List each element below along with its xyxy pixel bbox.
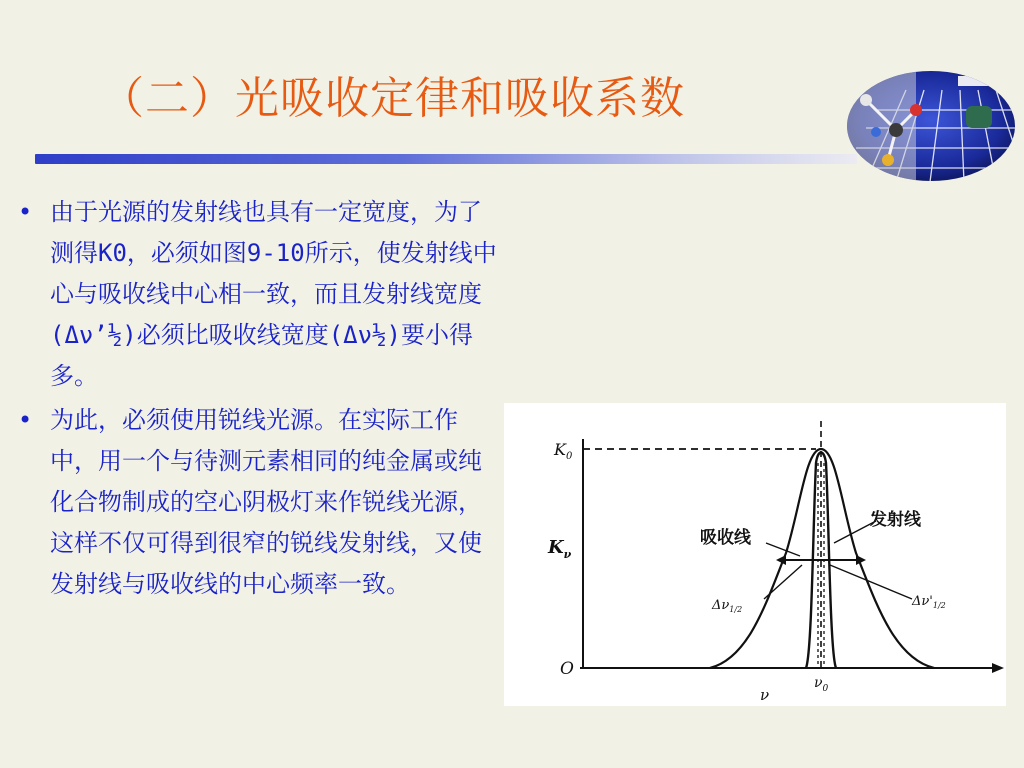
emission-width-label: $\Delta\nu'_{1/2}$ xyxy=(912,594,946,610)
line-profile-figure xyxy=(504,403,1006,706)
bullet-text: 由于光源的发射线也具有一定宽度，为了测得K0，必须如图9-10所示，使发射线中心与吸收线中心相一致，而且发射线宽度(Δν’½)必须比吸收线宽度(Δν½)要小得多。 xyxy=(50,198,497,390)
x-center-label: $\nu_0$ xyxy=(814,675,829,694)
bullet-item xyxy=(14,400,504,605)
bullet-dot: • xyxy=(18,406,33,434)
absorption-line-label: 吸收线 xyxy=(700,528,751,548)
bullet-list xyxy=(14,192,504,608)
x-axis-arrow xyxy=(992,663,1004,673)
molecule-grid-globe-icon xyxy=(846,70,1016,182)
bullet-text: 为此，必须使用锐线光源。在实际工作中，用一个与待测元素相同的纯金属或纯化合物制成的空心阴极灯来作锐线光源，这样不仅可得到很窄的锐线发射线，又使发射线与吸收线的中心频率一致。 xyxy=(50,406,482,598)
y-axis-label: $K_\nu$ xyxy=(548,537,572,561)
origin-label: O xyxy=(560,659,574,679)
slide-title: （二）光吸收定律和吸收系数 xyxy=(100,73,685,124)
absorption-width-label: $\Delta\nu_{1/2}$ xyxy=(712,598,743,614)
bullet-dot: • xyxy=(18,198,33,226)
y-peak-label: $K_0$ xyxy=(554,440,573,462)
absorption-line-curve xyxy=(710,449,934,668)
x-axis-label: ν xyxy=(760,686,770,704)
bullet-item xyxy=(14,192,504,397)
emission-line-label: 发射线 xyxy=(870,510,921,530)
title-divider xyxy=(35,154,857,164)
